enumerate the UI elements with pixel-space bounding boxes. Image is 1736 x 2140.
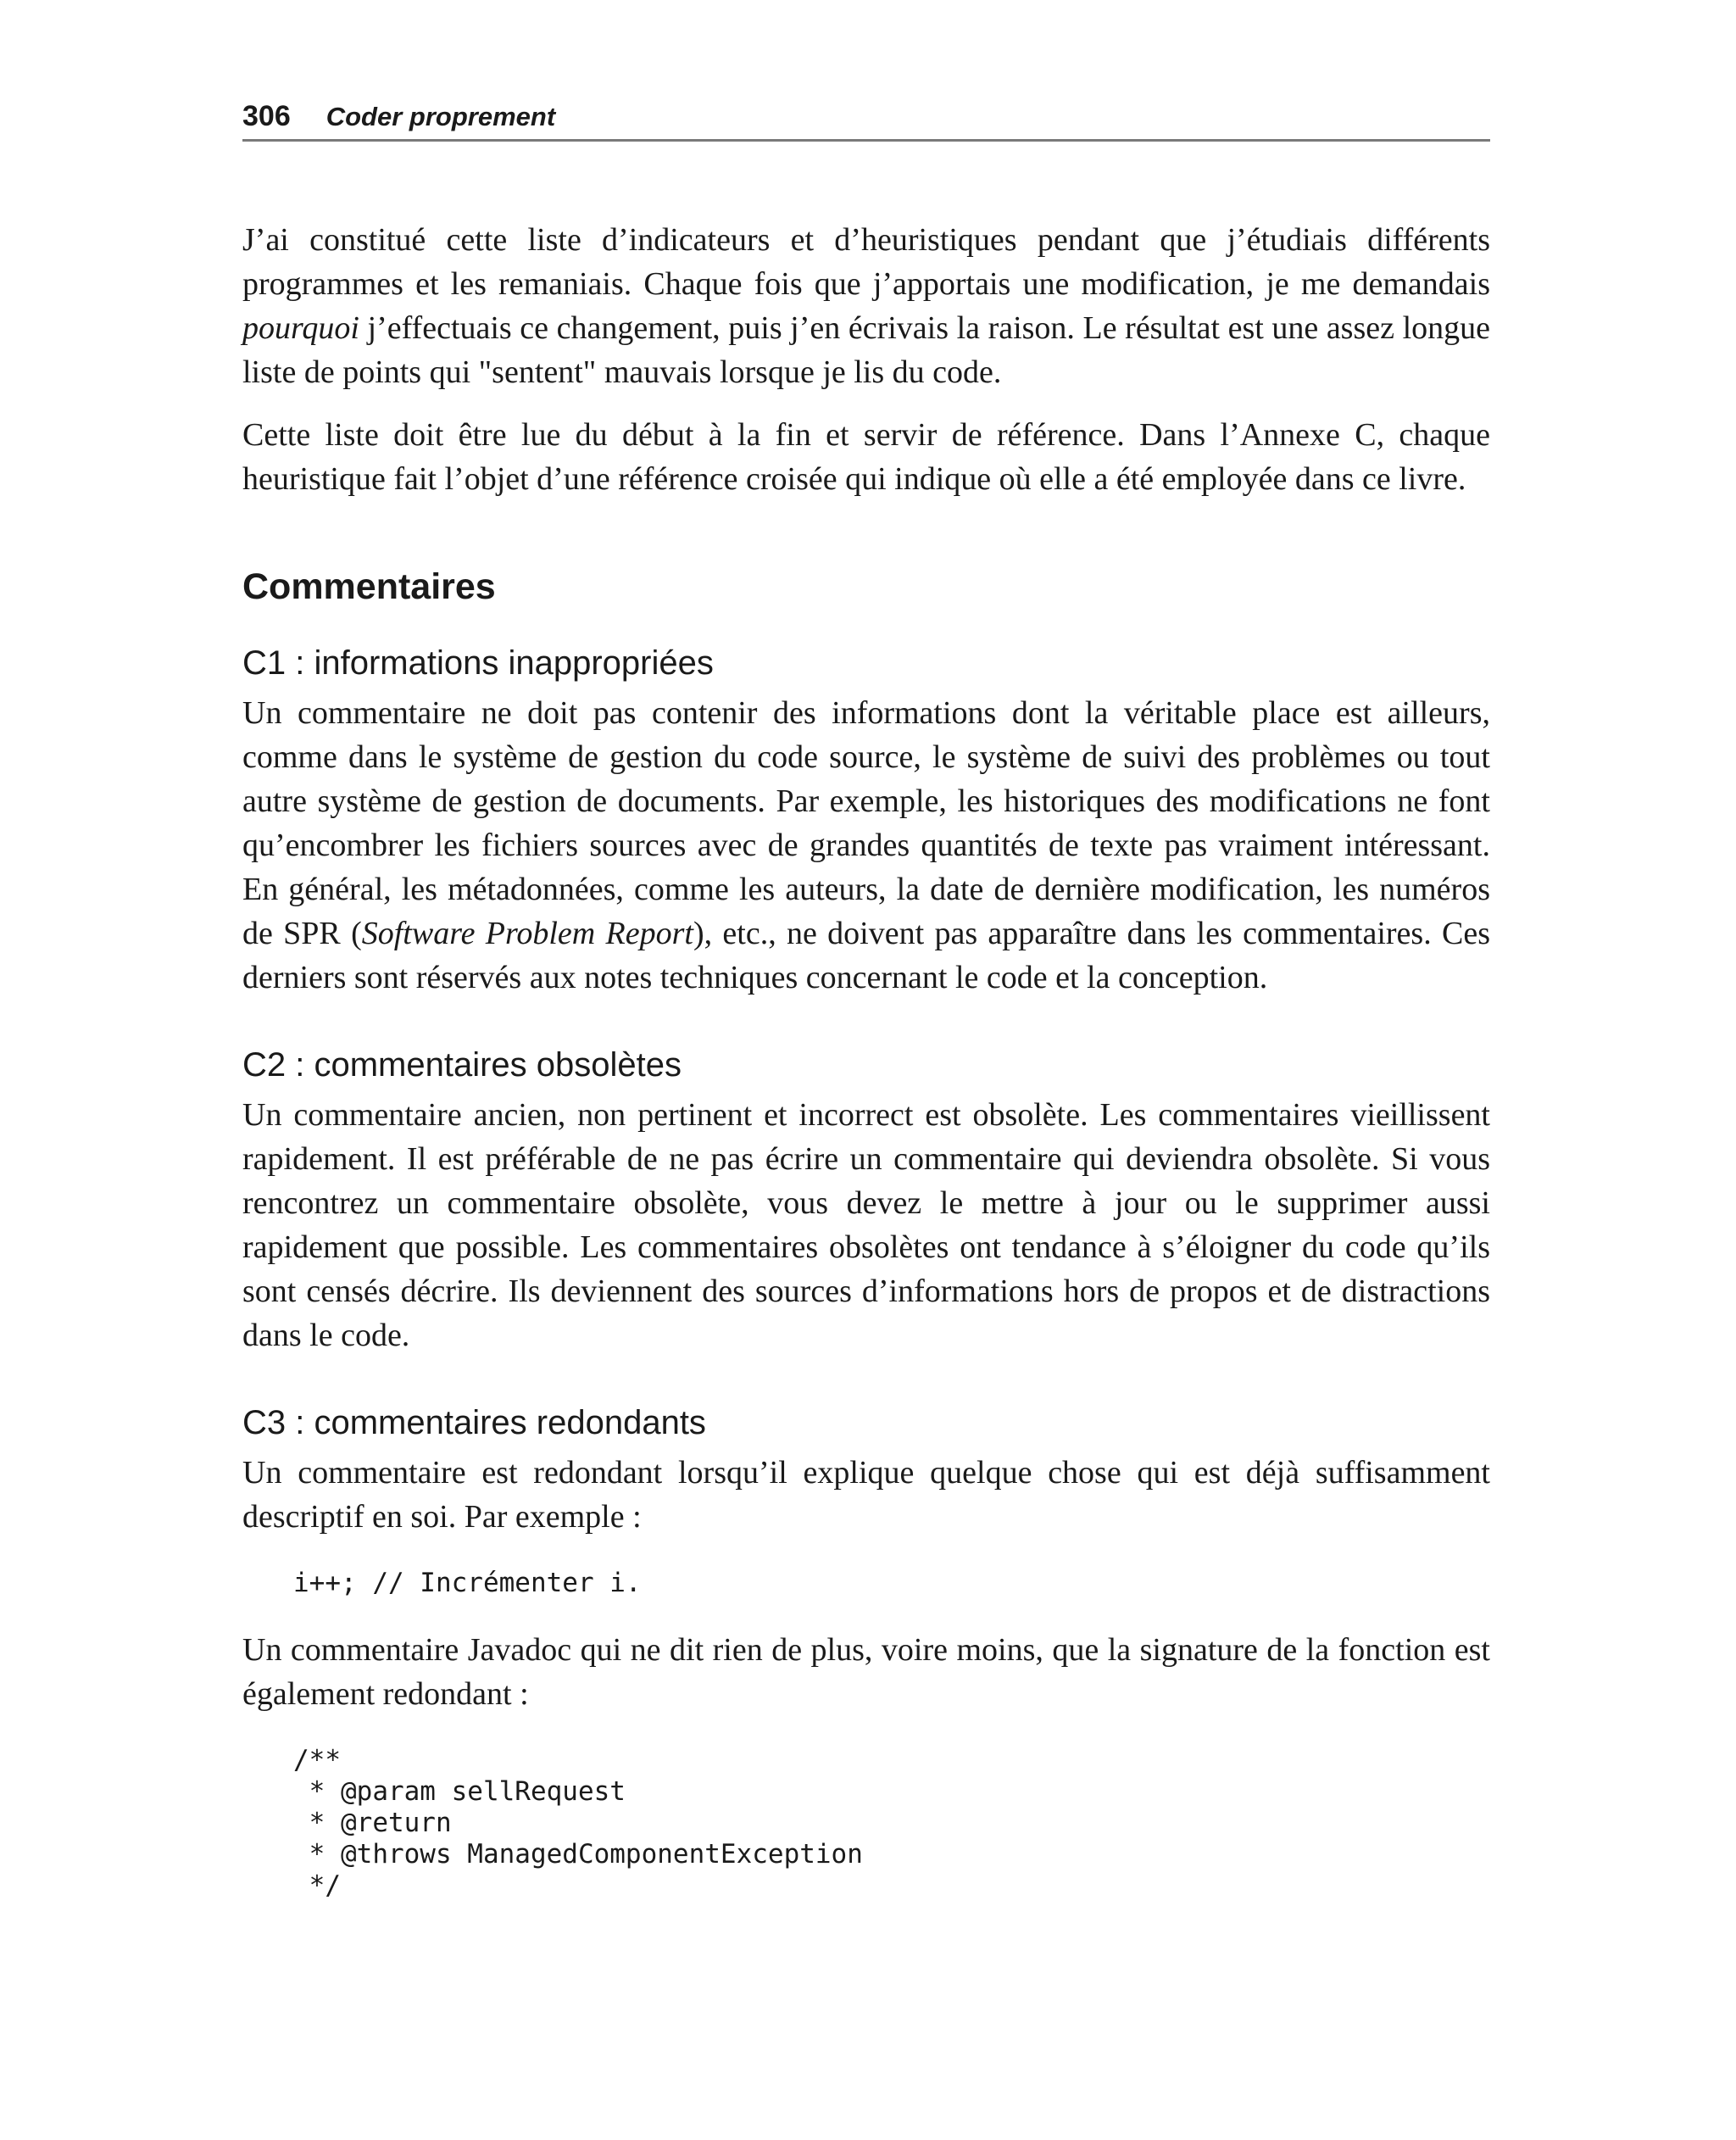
c1-text-end: ), etc., ne doivent pas apparaître dans les commentaires. Ces derniers sont réservés aux notes techniques concernant le code et la conception. (242, 916, 1491, 995)
running-head (242, 100, 1490, 142)
intro-p1-end: j’effectuais ce changement, puis j’en écrivais la raison. Le résultat est une assez longue liste de points qui "sentent" mauvais lorsque je lis du code. (242, 310, 1490, 390)
subsection-c1 (242, 642, 1490, 1000)
section-heading-commentaires: Commentaires (242, 566, 496, 607)
code-sample-javadoc: /** * @param sellRequest * @return * @throws ManagedComponentException */ (293, 1745, 863, 1901)
c1-paragraph (242, 691, 1490, 1000)
intro-paragraph-1 (242, 218, 1490, 394)
book-title: Coder proprement (326, 102, 556, 131)
subsection-c3 (242, 1402, 1490, 1902)
intro-p1-emphasis: pourquoi (242, 310, 359, 346)
subsection-heading-c3: C3 : commentaires redondants (242, 1404, 706, 1441)
body-text (242, 218, 1490, 1902)
c2-paragraph: Un commentaire ancien, non pertinent et incorrect est obsolète. Les commentaires vieillissent rapidement. Il est préférable de ne pas écrire un commentaire qui deviendra obsolète. Si vous rencontrez un commentaire obsolète, vous devez le mettre à jour ou le supprimer aussi rapidement que possible. Les commentaires obsolètes ont tendance à s’éloigner du code qu’ils sont censés décrire. Ils deviennent des sources d’informations hors de propos et de distractions dans le code. (242, 1097, 1490, 1353)
book-page (242, 100, 1490, 1931)
page-number: 306 (242, 100, 291, 132)
c3-paragraph-2: Un commentaire Javadoc qui ne dit rien de plus, voire moins, que la signature de la fonction est également redondant : (242, 1632, 1490, 1712)
c1-text-start: Un commentaire ne doit pas contenir des informations dont la véritable place est ailleurs, comme dans le système de gestion du code source, le système de suivi des problèmes ou tout autre système de gestion de documents. Par exemple, les historiques des modifications ne font qu’encombrer les fichiers sources avec de grandes quantités de texte pas vraiment intéressant. En général, les métadonnées, comme les auteurs, la date de dernière modification, les numéros de SPR ( (242, 695, 1490, 951)
c3-paragraph-1: Un commentaire est redondant lorsqu’il explique quelque chose qui est déjà suffisamment descriptif en soi. Par exemple : (242, 1455, 1490, 1535)
subsection-heading-c1: C1 : informations inappropriées (242, 644, 714, 682)
intro-p1-start: J’ai constitué cette liste d’indicateurs et d’heuristiques pendant que j’étudiais différents programmes et les remaniais. Chaque fois que j’apportais une modification, je me demandais (242, 222, 1490, 302)
code-sample-increment: i++; // Incrémenter i. (293, 1568, 642, 1598)
subsection-heading-c2: C2 : commentaires obsolètes (242, 1046, 682, 1084)
intro-paragraph-2: Cette liste doit être lue du début à la fin et servir de référence. Dans l’Annexe C, chaque heuristique fait l’objet d’une référence croisée qui indique où elle a été employée dans ce livre. (242, 417, 1490, 497)
c1-text-emphasis: Software Problem Report (361, 916, 693, 951)
subsection-c2 (242, 1044, 1490, 1357)
